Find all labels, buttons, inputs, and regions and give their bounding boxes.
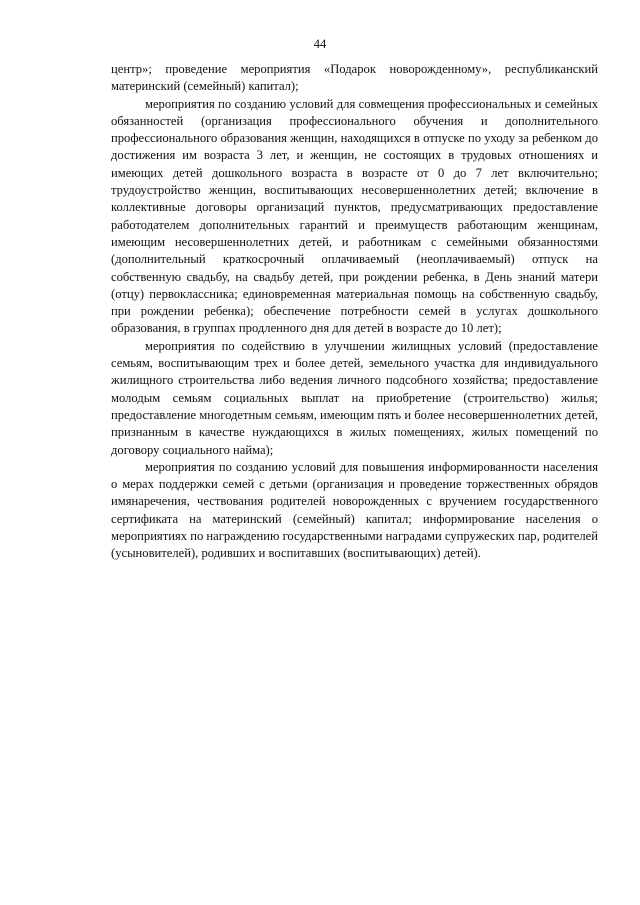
document-body [111,61,598,563]
paragraph-work-family-balance: мероприятия по созданию условий для совмещения профессиональных и семейных обязанностей (организация профессионального обучения и дополнительного профессионального образования женщин, находящихся в отпуске по уходу за ребенком до достижения им возраста 3 лет, и женщин, не состоящих в трудовых отношениях и имеющих детей дошкольного возраста в возрасте от 0 до 7 лет включительно; трудоустройство женщин, воспитывающих несовершеннолетних детей; включение в коллективные договоры организаций пунктов, предусматривающих предоставление работодателем дополнительных гарантий и преимуществ работающим женщинам, имеющим несовершеннолетних детей, и работникам с семейными обязанностями (дополнительный краткосрочный оплачиваемый (неоплачиваемый) отпуск на собственную свадьбу, на свадьбу детей, при рождении ребенка, в День знаний матери (отцу) первоклассника; единовременная материальная помощь на собственную свадьбу, при рождении ребенка); обеспечение потребности семей в услугах дошкольного образования, в группах продленного дня для детей в возрасте до 10 лет); [111,96,598,336]
page-number: 44 [313,37,327,51]
paragraph-housing-conditions: мероприятия по содействию в улучшении жилищных условий (предоставление семьям, воспитывающим трех и более детей, земельного участка для индивидуального жилищного строительства либо ведения личного подсобного хозяйства; предоставление молодым семьям социальных выплат на приобретение (строительство) жилья; предоставление многодетным семьям, имеющим пять и более несовершеннолетних детей, признанным в качестве нуждающихся в жилых помещениях, жилых помещений по договору социального найма); [111,338,598,457]
paragraph-continuation: центр»; проведение мероприятия «Подарок новорожденному», республиканский материнский (семейный) капитал); [111,62,598,94]
paragraph-information-awareness: мероприятия по созданию условий для повышения информированности населения о мерах поддержки семей с детьми (организация и проведение торжественных обрядов имянаречения, чествования родителей новорожденных с вручением государственного сертификата на материнский (семейный) капитал; информирование населения о мероприятиях по награждению государственными наградами супружеских пар, родителей (усыновителей), родивших и воспитавших (воспитывающих) детей). [111,459,598,561]
